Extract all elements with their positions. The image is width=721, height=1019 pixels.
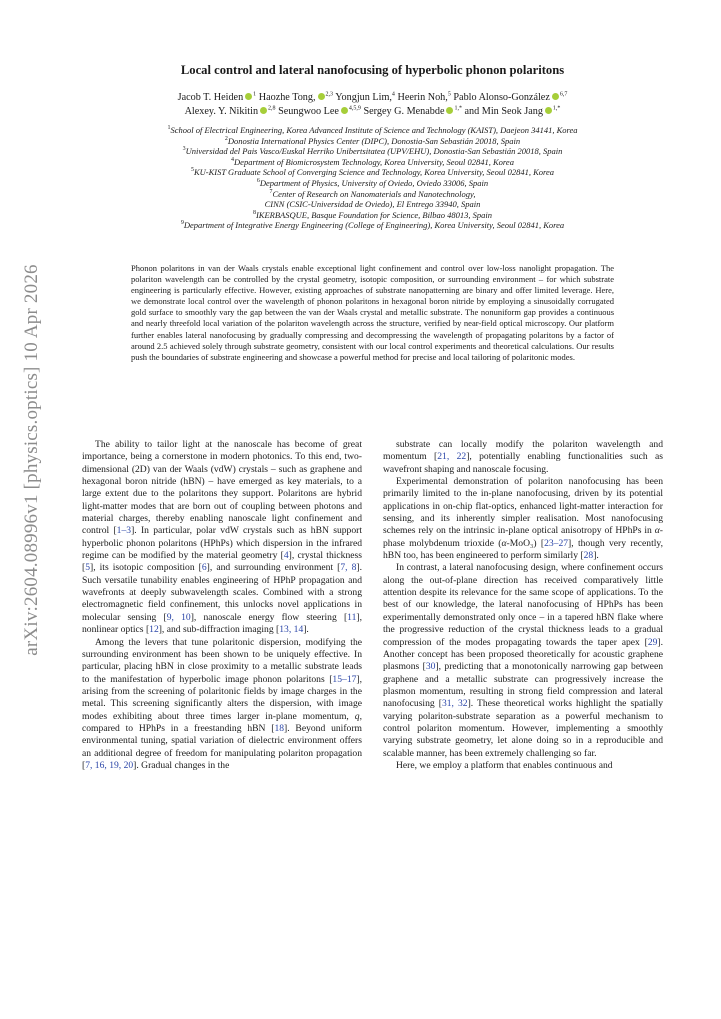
paragraph	[383, 476, 663, 562]
affiliation	[90, 167, 655, 178]
affiliation	[90, 220, 655, 231]
text-run: ], though very recently, hBN too, has been engineered to perform similarly [	[383, 537, 663, 562]
text-run: ]. These theoretical works highlight the spatially varying polariton-substrate separation as a powerful mechanism to control polariton momentum. However, implementing a smoothly varying substrate geometry, let alone doing so in a reproducible and scalable manner, has been extremely challenging so far.	[383, 698, 663, 759]
affiliation-mark: 1	[167, 125, 171, 132]
author-affiliation-mark: 2,8	[268, 105, 276, 112]
affiliation-text: School of Electrical Engineering, Korea Advanced Institute of Science and Technology (KAIST), Daejeon 34141, Korea	[170, 125, 578, 135]
citation-link[interactable]: 31, 32	[441, 698, 468, 710]
affiliation-mark: 7	[269, 188, 273, 195]
affiliation-text: Department of Integrative Energy Engineering (College of Engineering), Korea University, Seoul 02841, Korea	[183, 220, 565, 231]
citation-link[interactable]: 1–3	[116, 525, 132, 537]
text-run: ], its isotopic composition [	[90, 562, 202, 574]
text-run: ], potentially enabling functionalities such as wavefront shaping and nanoscale focusing.	[383, 451, 664, 475]
affiliation-mark: 5	[190, 167, 194, 174]
text-run: Here, we employ a platform that enables continuous and	[396, 759, 613, 771]
citation-link[interactable]: 11	[347, 611, 357, 623]
affiliation-text: IKERBASQUE, Basque Foundation for Science, Bilbao 48013, Spain	[255, 209, 493, 220]
author-name: Alexey. Y. Nikitin	[184, 106, 259, 117]
author-name: Sergey G. Menabde	[363, 106, 445, 117]
citation-link[interactable]: 28	[583, 550, 594, 562]
author-name: and Min Seok Jang	[464, 106, 543, 117]
citation-link[interactable]: 23–27	[544, 537, 569, 549]
affiliation	[90, 125, 655, 136]
author-list	[100, 91, 645, 119]
author	[397, 92, 450, 103]
citation-link[interactable]: 18	[274, 722, 285, 734]
text-run: ]. Another concept has been proposed theoretically for acoustic graphene plasmons [	[383, 636, 663, 673]
affiliation-text: Universidad del Pais Vasco/Euskal Herriko Unibertsitatea (UPV/EHU), Donostia-San Sebastián 20018, Spain	[185, 146, 563, 157]
orcid-icon	[552, 93, 559, 100]
body-column-right	[383, 439, 663, 772]
citation-link[interactable]: 7, 16, 19, 20	[85, 759, 134, 771]
affiliation-text: KU-KIST Graduate School of Converging Science and Technology, Korea University, Seoul 02841, Korea	[193, 167, 555, 178]
author	[185, 106, 276, 117]
author	[335, 92, 395, 103]
affiliation-mark: 3	[182, 146, 186, 153]
orcid-icon	[318, 93, 325, 100]
citation-link[interactable]: 9, 10	[166, 611, 191, 623]
affiliation	[90, 210, 655, 221]
arxiv-sidebar	[12, 250, 52, 670]
text-run: -phase molybdenum trioxide (	[383, 525, 663, 549]
author	[178, 92, 257, 103]
author-affiliation-mark: 4	[391, 91, 395, 98]
orcid-icon	[245, 93, 252, 100]
affiliation	[90, 146, 655, 157]
affiliation	[90, 136, 655, 147]
author-name: Heerin Noh,	[397, 92, 448, 103]
author	[278, 106, 361, 117]
affiliation-mark: 4	[231, 156, 235, 163]
citation-link[interactable]: 29	[647, 636, 658, 648]
text-run: Experimental demonstration of polariton nanofocusing has been primarily limited to the in-plane nanofocusing, driven by its potential applications in on-chip flat-optics, enhanced light-matter interaction for sensing, and its inherently simpler realisation. Most nanofocusing schemes rely on the intrinsic in-plane optical anisotropy of HPhPs in	[383, 476, 663, 537]
affiliation-text: Department of Biomicrosystem Technology, Korea University, Seoul 02841, Korea	[234, 156, 514, 167]
text-run: , compared to HPhPs in a freestanding hBN [	[82, 710, 362, 734]
author-affiliation-mark: 2,3	[325, 91, 334, 98]
author	[453, 92, 567, 103]
abstract: Phonon polaritons in van der Waals crystals enable exceptional light confinement and control over low-loss nanolight propagation. The polariton wavelength can be controlled by the crystal geometry, isotopic composition, or surrounding environment – for which substrate engineering is particularly effective. However, existing approaches of substrate nanopatterning are binary and offer limited leverage. Here, we demonstrate local control over the wavelength of phonon polaritons in hexagonal boron nitride by employing a sinusoidally corrugated gold surface to smoothly vary the gap between the van der Waals crystal and metallic substrate. The nonuniform gap provides a continuous and nearly threefold local variation of the polariton wavelength across the structure, verified by near-field optical microscopy. Our platform further enables lateral nanofocusing by gradually compressing and decompressing the wavelength of propagating polaritons by a factor of around 2.5 achieved solely through substrate geometry, consistent with our local control experiments and theoretical calculations. Our results push the boundaries of substrate engineering and showcase a powerful method for precise and local tailoring of polaritonic modes.	[131, 263, 614, 362]
text-run: -MoO₃) [	[506, 537, 545, 549]
citation-link[interactable]: 4	[283, 550, 289, 562]
author-affiliation-mark: 6,7	[559, 91, 568, 98]
text-run: α	[654, 525, 660, 537]
paragraph	[82, 637, 362, 773]
affiliation	[90, 157, 655, 168]
citation-link[interactable]: 5	[85, 562, 90, 574]
affiliation-mark: 6	[256, 178, 260, 185]
affiliation-text: Department of Physics, University of Oviedo, Oviedo 33006, Spain	[259, 177, 489, 188]
affiliation	[90, 178, 655, 189]
affiliation	[90, 189, 655, 200]
affiliation-mark: 9	[180, 220, 184, 227]
author	[259, 92, 333, 103]
paragraph	[383, 562, 663, 760]
text-run: α	[501, 537, 507, 549]
paragraph	[383, 439, 663, 476]
text-run: The ability to tailor light at the nanoscale has become of great importance, being a cornerstone in modern photonics. To this end, two-dimensional (2D) van der Waals (vdW) crystals – such as graphene and hexagonal boron nitride (hBN) – have emerged as key materials, to a large extent due to the polaritons they support. Polaritons are hybrid light-matter modes that are born out of coupling between photons and material charges, thereby enabling nanoscale light confinement and control [	[82, 439, 362, 537]
affiliation	[90, 199, 655, 210]
orcid-icon	[446, 107, 453, 114]
citation-link[interactable]: 7, 8	[340, 562, 357, 574]
citation-link[interactable]: 12	[149, 624, 159, 636]
author-affiliation-mark: 1,*	[454, 105, 462, 112]
orcid-icon	[341, 107, 348, 114]
text-run: q	[354, 710, 360, 722]
affiliation-mark: 8	[252, 209, 256, 216]
affiliation-text: CINN (CSIC-Universidad de Oviedo), El Entrego 33940, Spain	[264, 199, 481, 210]
affiliation-mark: 2	[224, 135, 228, 142]
author-affiliation-mark: 1,*	[552, 105, 561, 112]
text-run: ], and sub-diffraction imaging [	[158, 624, 280, 636]
text-run: ], nonlinear optics [	[82, 611, 362, 636]
orcid-icon	[545, 107, 552, 114]
text-run: ], crystal thickness [	[82, 550, 362, 574]
author-affiliation-mark: 5	[447, 91, 451, 98]
citation-link[interactable]: 6	[201, 562, 207, 574]
text-run: ]. In particular, polar vdW crystals such as hBN support hyperbolic phonon polaritons (HPhPs) which dispersion in the infrared regime can be modified by the material geometry [	[82, 525, 362, 562]
text-run: ]. Gradual changes in the	[133, 759, 230, 771]
author-affiliation-mark: 4,5,9	[348, 105, 361, 112]
text-run: ], and surrounding environment [	[206, 562, 341, 574]
text-run: Among the levers that tune polaritonic dispersion, modifying the surrounding environment has been shown to be uniquely effective. In particular, placing hBN in close proximity to a metallic substrate leads to the manifestation of hyperbolic image phonon polaritons [	[82, 636, 362, 685]
paragraph	[82, 439, 362, 637]
author-affiliation-mark: 1	[253, 91, 257, 98]
author-name: Yongjun Lim,	[335, 92, 392, 103]
author-name: Jacob T. Heiden	[177, 92, 244, 103]
affiliation-list	[90, 125, 655, 231]
text-run: In contrast, a lateral nanofocusing design, where confinement occurs along the out-of-plane direction has received comparatively little attention despite its relevance for the same scope of applications. To the best of our knowledge, the lateral nanofocusing of HPhPs has been experimentally demonstrated only once – in a tapered hBN flake where the progressive reduction of the crystal thickness leads to a gradual compression of the modes propagating towards the taper apex [	[383, 562, 663, 648]
orcid-icon	[260, 107, 267, 114]
text-run: ].	[303, 624, 309, 636]
arxiv-identifier: arXiv:2604.08996v1 [physics.optics] 10 Apr 2026	[21, 264, 42, 656]
text-run: ]. Beyond uniform environmental tuning, spatial variation of dielectric environment offers an additional degree of freedom for manipulating polariton propagation [	[82, 722, 362, 771]
author-name: Pablo Alonso-González	[453, 92, 550, 103]
text-run: ].	[593, 550, 599, 562]
author	[465, 106, 561, 117]
citation-link[interactable]: 21, 22	[437, 451, 467, 463]
author-name: Haozhe Tong,	[258, 92, 316, 103]
text-run: ], nanoscale energy flow steering [	[190, 611, 348, 623]
citation-link[interactable]: 13, 14	[279, 624, 304, 636]
text-run: substrate can locally modify the polariton wavelength and momentum [	[383, 439, 663, 463]
author	[363, 106, 462, 117]
author-name: Seungwoo Lee	[278, 106, 339, 117]
text-run: ], arising from the screening of polaritonic fields by image charges in the metal. This screening significantly alters the dispersion, with image modes exhibiting about three times larger in-plane momentum,	[82, 673, 362, 722]
citation-link[interactable]: 15–17	[332, 673, 357, 685]
text-run: ]. Such versatile tunability enables engineering of HPhP propagation and wavefronts at deeply subwavelength scales. Combined with a strong electromagnetic field confinement, this unlocks novel applications in molecular sensing [	[82, 562, 363, 623]
citation-link[interactable]: 30	[425, 661, 436, 673]
body-column-left	[82, 439, 362, 772]
affiliation-text: Donostia International Physics Center (DIPC), Donostia-San Sebastián 20018, Spain	[227, 135, 521, 146]
paper-title: Local control and lateral nanofocusing of hyperbolic phonon polaritons	[180, 63, 565, 77]
affiliation-text: Center of Research on Nanomaterials and Nanotechnology,	[272, 188, 476, 199]
paragraph	[383, 760, 663, 772]
text-run: ], predicting that a monotonically narrowing gap between graphene and a metallic substrate can progressively increase the plasmon momentum, resulting in strong field compression and lateral nanofocusing [	[383, 661, 663, 710]
